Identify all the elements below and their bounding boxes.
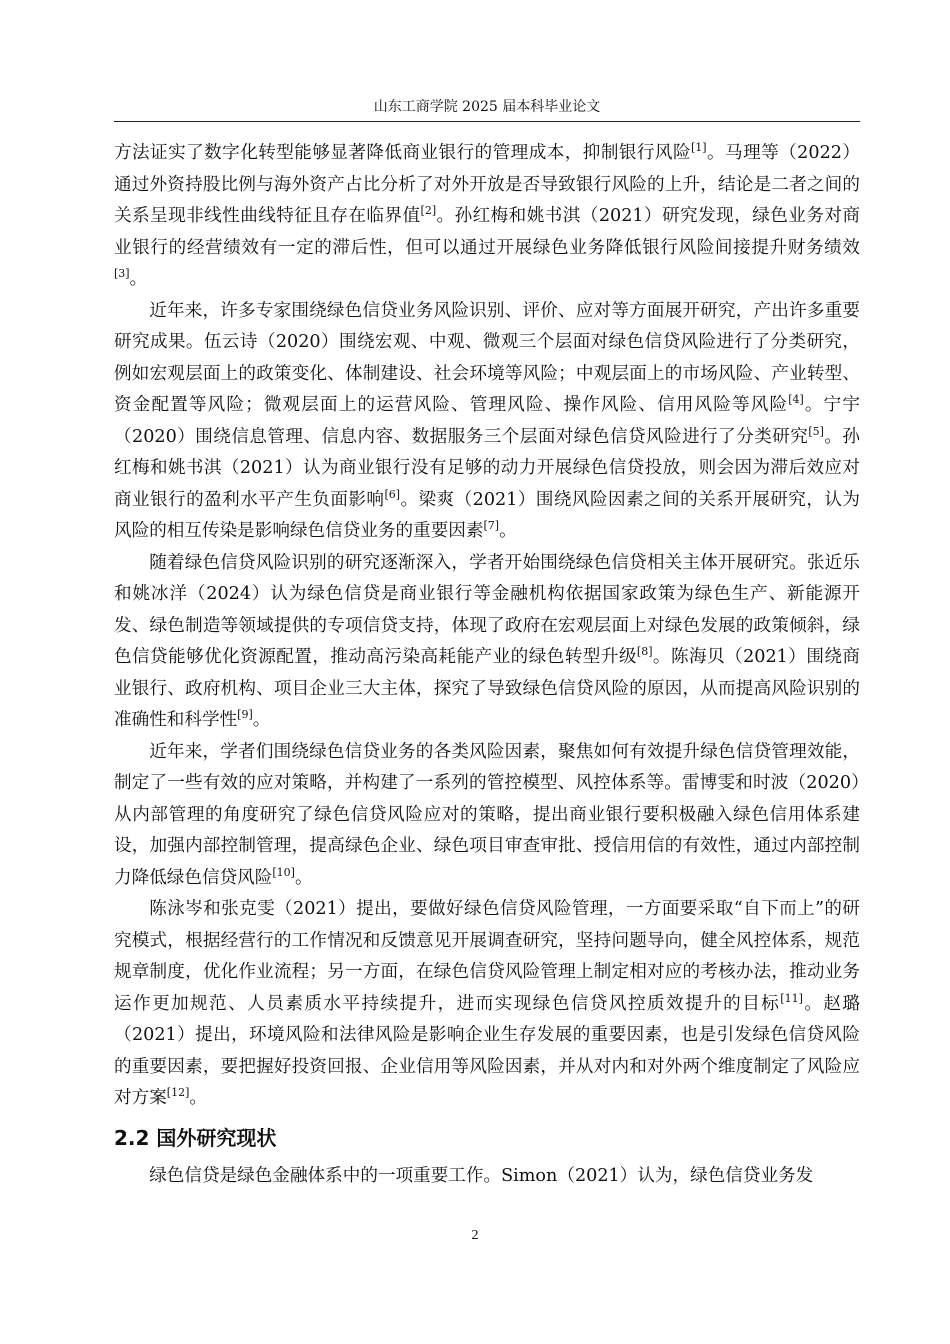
foreign-research-paragraphs <box>114 1161 860 1193</box>
body-paragraph <box>114 138 860 296</box>
text-run: 。孙红梅和姚书淇（2021）研究发现，绿色业务对商业银行的经营绩效有一定的滞后性，但可以通过开展绿色业务降低银行风险间接提升财务绩效 <box>114 206 860 258</box>
text-run: 方法证实了数字化转型能够显著降低商业银行的管理成本，抑制银行风险 <box>114 143 691 163</box>
section-heading: 2.2 国外研究现状 <box>114 1125 277 1150</box>
text-run: 。赵璐（2021）提出，环境风险和法律风险是影响企业生存发展的重要因素，也是引发绿色信贷风险的重要因素，要把握好投资回报、企业信用等风险因素，并从对内和对外两个维度制定了风险应对方案 <box>114 993 860 1108</box>
citation-marker: [11] <box>780 991 803 1005</box>
body-paragraph <box>114 296 860 548</box>
citation-marker: [9] <box>237 708 253 722</box>
citation-marker: [5] <box>808 424 824 438</box>
text-run: 。宁宇（2020）围绕信息管理、信息内容、数据服务三个层面对绿色信贷风险进行了分类研究 <box>114 395 860 447</box>
text-run: 。梁爽（2021）围绕风险因素之间的关系开展研究，认为风险的相互传染是影响绿色信贷业务的重要因素 <box>114 489 860 541</box>
text-run: 。 <box>499 521 517 541</box>
text-run: 。陈海贝（2021）围绕商业银行、政府机构、项目企业三大主体，探究了导致绿色信贷风险的原因，从而提高风险识别的准确性和科学性 <box>114 647 860 730</box>
text-run: 近年来，许多专家围绕绿色信贷业务风险识别、评价、应对等方面展开研究，产出许多重要研究成果。伍云诗（2020）围绕宏观、中观、微观三个层面对绿色信贷风险进行了分类研究，例如宏观层面上的政策变化、体制建设、社会环境等风险；中观层面上的市场风险、产业转型、资金配置等风险；微观层面上的运营风险、管理风险、操作风险、信用风险等风险 <box>114 300 860 415</box>
text-run: 。 <box>294 867 313 888</box>
citation-marker: [12] <box>166 1086 190 1100</box>
text-run: 。马理等（2022）通过外资持股比例与海外资产占比分析了对外开放是否导致银行风险的上升，结论是二者之间的关系呈现非线性曲线特征且存在临界值 <box>114 143 860 226</box>
text-run: 。 <box>129 269 148 289</box>
text-run: 随着绿色信贷风险识别的研究逐渐深入，学者开始围绕绿色信贷相关主体开展研究。张近乐和姚冰洋（2024）认为绿色信贷是商业银行等金融机构依据国家政策为绿色生产、新能源开发、绿色制造等领域提供的专项信贷支持，体现了政府在宏观层面上对绿色发展的政策倾斜，绿色信贷能够优化资源配置，推动高污染高耗能产业的绿色转型升级 <box>114 552 860 667</box>
running-header: 山东工商学院 2025 届本科毕业论文 <box>373 99 601 115</box>
text-run: 。 <box>189 1088 207 1108</box>
citation-marker: [2] <box>420 204 437 218</box>
citation-marker: [3] <box>114 267 130 281</box>
body-paragraph <box>114 548 860 737</box>
body-paragraph <box>114 894 860 1115</box>
header-divider <box>114 121 860 122</box>
citation-marker: [8] <box>636 645 653 659</box>
text-run: 。 <box>252 710 271 730</box>
literature-review-paragraphs <box>114 138 860 1115</box>
citation-marker: [1] <box>691 141 707 155</box>
text-run: 绿色信贷是绿色金融体系中的一项重要工作。Simon（2021）认为，绿色信贷业务发 <box>149 1165 814 1186</box>
body-paragraph <box>114 737 860 895</box>
citation-marker: [4] <box>788 393 804 407</box>
text-run: 。孙红梅和姚书淇（2021）认为商业银行没有足够的动力开展绿色信贷投放，则会因为滞后效应对商业银行的盈利水平产生负面影响 <box>114 426 860 510</box>
text-run: 陈泳岑和张克雯（2021）提出，要做好绿色信贷风险管理，一方面要采取“自下而上”的研究模式，根据经营行的工作情况和反馈意见开展调查研究，坚持问题导向，健全风控体系，规范规章制度，优化作业流程；另一方面，在绿色信贷风险管理上制定相对应的考核办法，推动业务运作更加规范、人员素质水平持续提升，进而实现绿色信贷风控质效提升的目标 <box>114 899 860 1014</box>
text-run: 近年来，学者们围绕绿色信贷业务的各类风险因素，聚焦如何有效提升绿色信贷管理效能，制定了一些有效的应对策略，并构建了一系列的管控模型、风控体系等。雷博雯和时波（2020）从内部管理的角度研究了绿色信贷风险应对的策略，提出商业银行要积极融入绿色信用体系建设，加强内部控制管理，提高绿色企业、绿色项目审查审批、授信用信的有效性，通过内部控制力降低绿色信贷风险 <box>114 741 860 888</box>
body-paragraph <box>114 1161 860 1193</box>
citation-marker: [6] <box>384 487 401 501</box>
citation-marker: [7] <box>483 519 500 533</box>
body-text <box>114 138 860 1192</box>
citation-marker: [10] <box>272 865 295 879</box>
page-number: 2 <box>471 1228 479 1243</box>
